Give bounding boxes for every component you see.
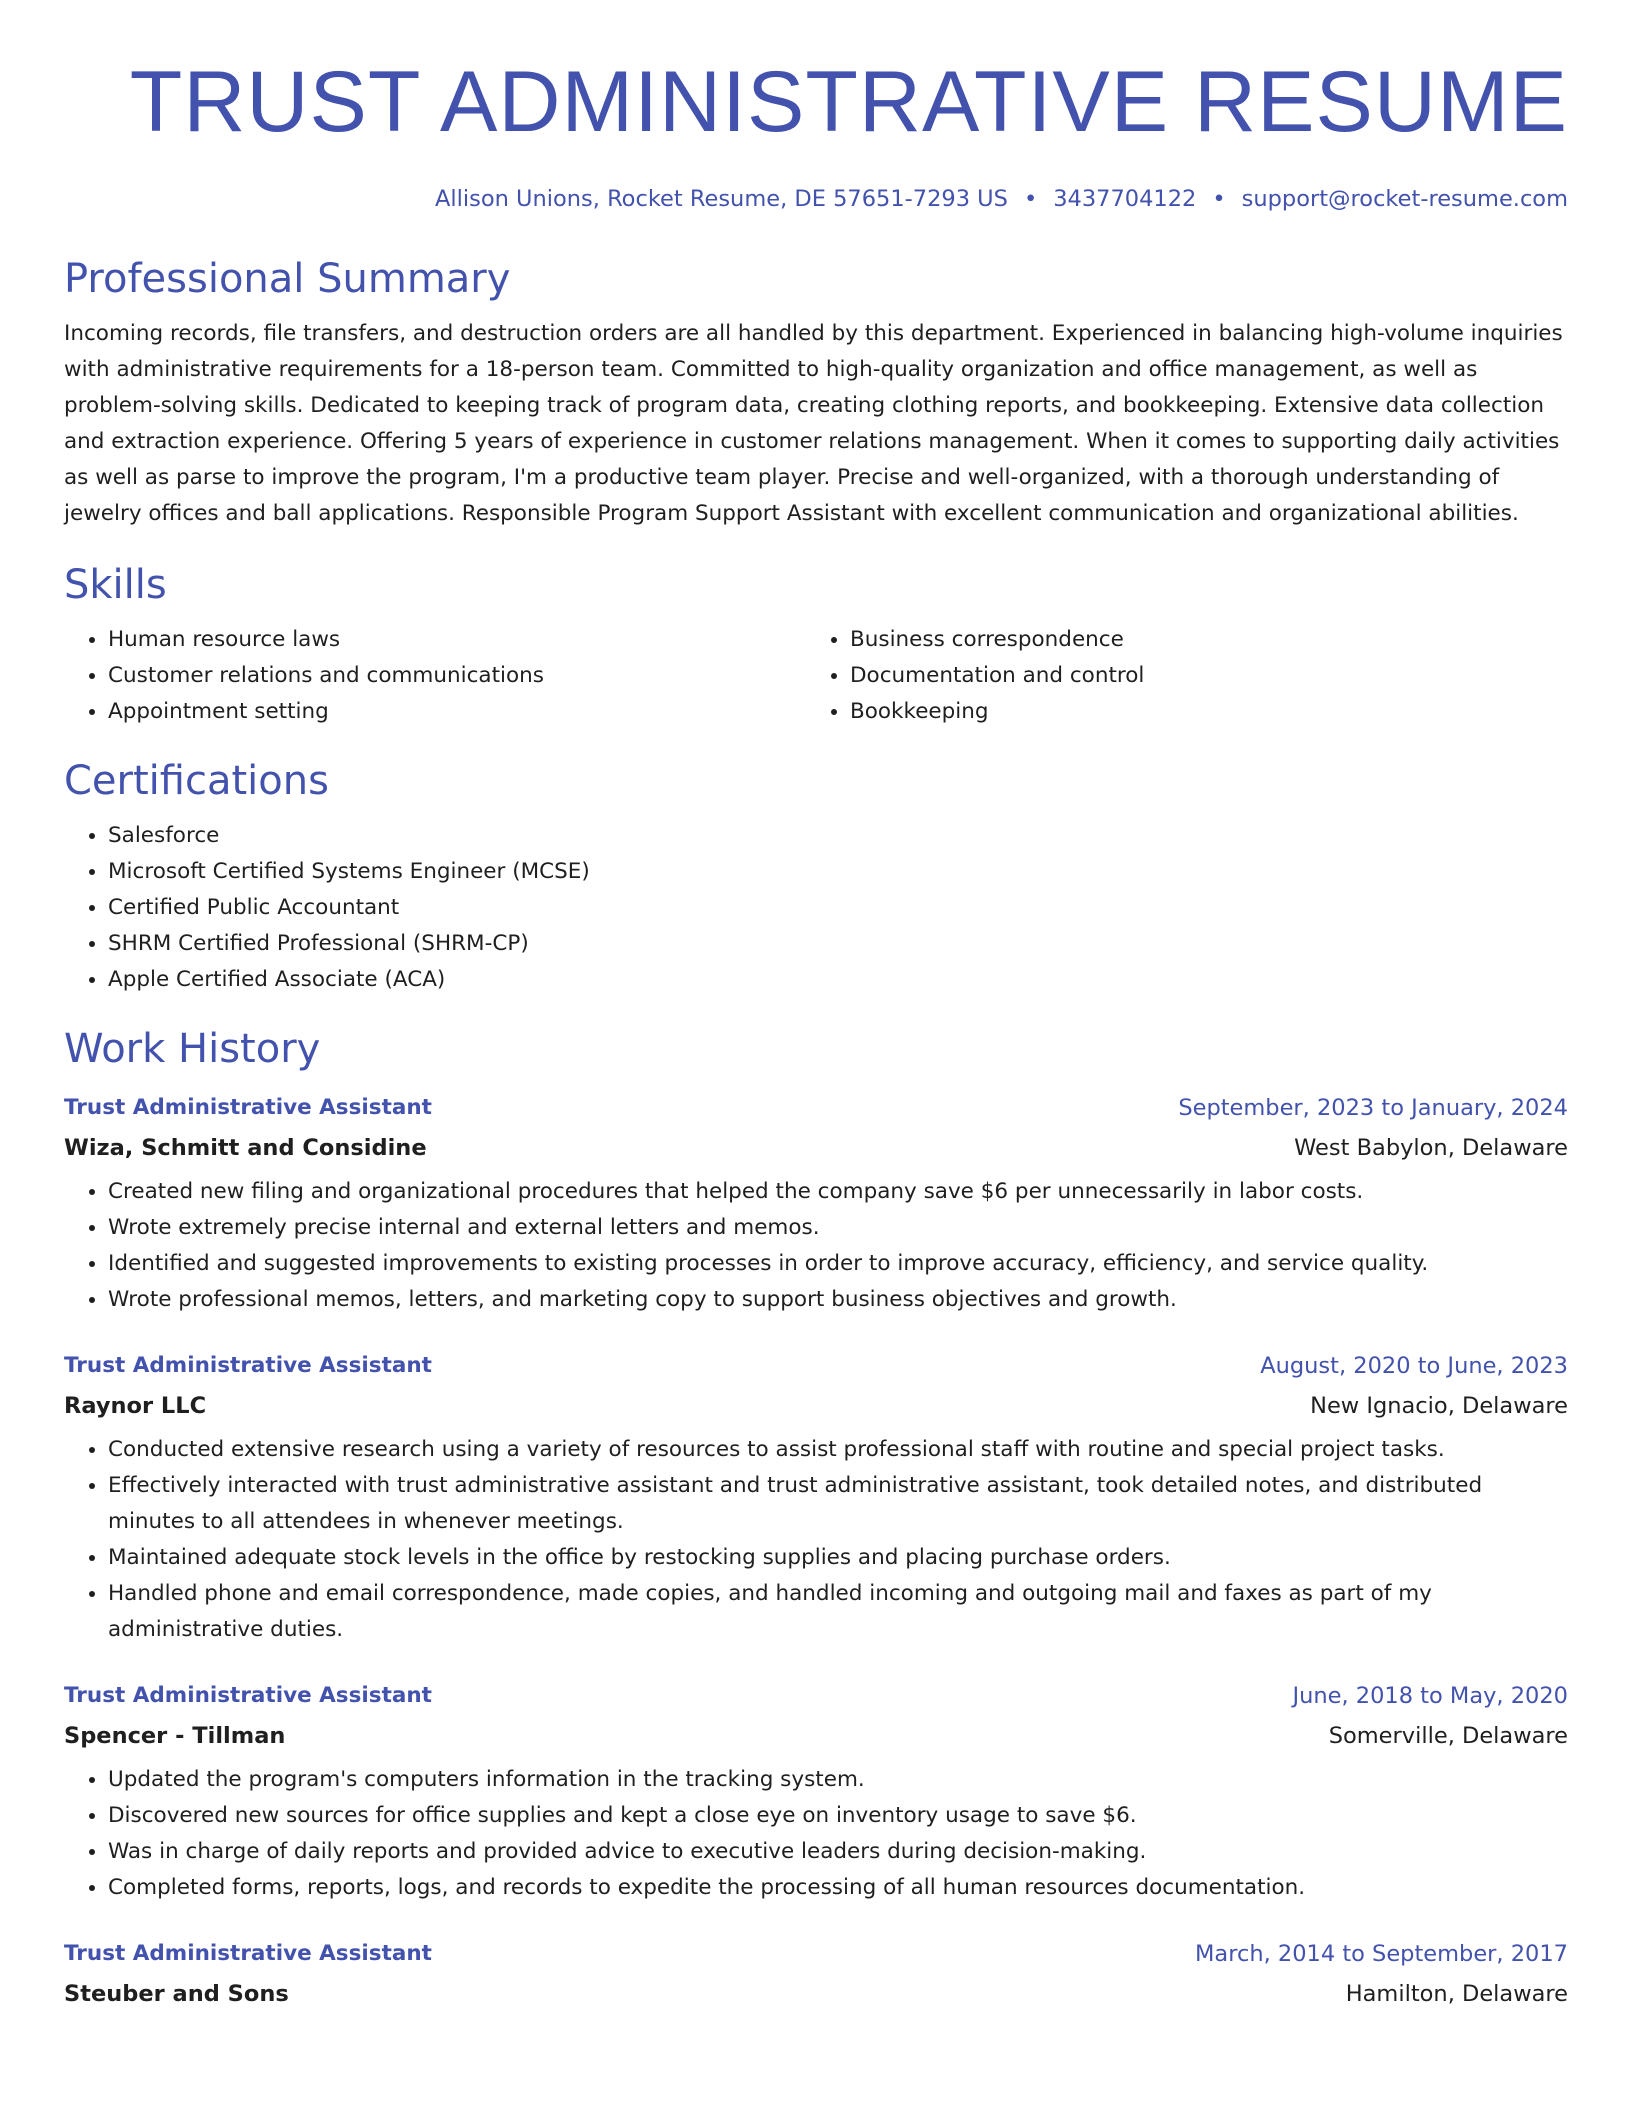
job-bullet: • Discovered new sources for office supplies and kept a close eye on inventory usage to save $6. bbox=[108, 1798, 1568, 1834]
certification-item: • SHRM Certified Professional (SHRM-CP) bbox=[108, 926, 1568, 962]
contact-phone[interactable]: 3437704122 bbox=[1053, 186, 1197, 212]
job-entry bbox=[64, 1346, 1568, 1648]
job-bullets bbox=[64, 1762, 1568, 1906]
job-company-row bbox=[64, 1386, 1568, 1426]
certifications-list bbox=[64, 818, 1568, 998]
job-header-row bbox=[64, 1088, 1568, 1128]
job-bullet: • Completed forms, reports, logs, and records to expedite the processing of all human resources documentation. bbox=[108, 1870, 1568, 1906]
summary-section bbox=[64, 254, 1568, 532]
job-location: New Ignacio, Delaware bbox=[1310, 1393, 1568, 1419]
certifications-section bbox=[64, 756, 1568, 998]
job-role: Trust Administrative Assistant bbox=[64, 1683, 432, 1708]
work-history-section bbox=[64, 1024, 1568, 2014]
contact-address: Allison Unions, Rocket Resume, DE 57651-7293 US bbox=[434, 186, 1008, 212]
job-bullets bbox=[64, 1174, 1568, 1318]
job-location: Somerville, Delaware bbox=[1328, 1723, 1568, 1749]
resume-title: TRUST ADMINISTRATIVE RESUME bbox=[129, 54, 1568, 150]
job-bullet: • Effectively interacted with trust administrative assistant and trust administrative assistant, took detailed notes, and distributed minutes to all attendees in whenever meetings. bbox=[108, 1468, 1568, 1540]
contact-separator: • bbox=[1212, 186, 1226, 212]
skill-item: • Documentation and control bbox=[850, 658, 1548, 694]
contact-email[interactable]: support@rocket-resume.com bbox=[1241, 186, 1568, 212]
job-company: Spencer - Tillman bbox=[64, 1723, 286, 1749]
skills-section bbox=[64, 560, 1568, 730]
certification-item: • Apple Certified Associate (ACA) bbox=[108, 962, 1568, 998]
resume-page bbox=[64, 0, 1568, 2014]
job-bullets bbox=[64, 1432, 1568, 1648]
job-role: Trust Administrative Assistant bbox=[64, 1095, 432, 1120]
job-bullet: • Created new filing and organizational procedures that helped the company save $6 per unnecessarily in labor costs. bbox=[108, 1174, 1568, 1210]
skill-item: • Bookkeeping bbox=[850, 694, 1548, 730]
skills-grid bbox=[64, 622, 1568, 730]
work-history-heading: Work History bbox=[64, 1026, 321, 1072]
contact-line bbox=[64, 184, 1568, 214]
job-bullet: • Wrote extremely precise internal and external letters and memos. bbox=[108, 1210, 1568, 1246]
skills-heading: Skills bbox=[64, 562, 167, 608]
job-role: Trust Administrative Assistant bbox=[64, 1941, 432, 1966]
job-company-row bbox=[64, 1974, 1568, 2014]
job-role: Trust Administrative Assistant bbox=[64, 1353, 432, 1378]
job-bullet: • Was in charge of daily reports and provided advice to executive leaders during decision-making. bbox=[108, 1834, 1568, 1870]
contact-separator: • bbox=[1023, 186, 1038, 212]
job-dates: September, 2023 to January, 2024 bbox=[1178, 1095, 1568, 1121]
job-company-row bbox=[64, 1128, 1568, 1168]
job-location: West Babylon, Delaware bbox=[1294, 1135, 1568, 1161]
job-location: Hamilton, Delaware bbox=[1345, 1981, 1568, 2007]
certifications-heading: Certifications bbox=[64, 758, 329, 804]
job-header-row bbox=[64, 1934, 1568, 1974]
summary-heading: Professional Summary bbox=[64, 256, 511, 302]
certification-item: • Certified Public Accountant bbox=[108, 890, 1568, 926]
job-entry bbox=[64, 1934, 1568, 2014]
skill-item: • Customer relations and communications bbox=[108, 658, 806, 694]
job-company-row bbox=[64, 1716, 1568, 1756]
job-header-row bbox=[64, 1676, 1568, 1716]
job-dates: June, 2018 to May, 2020 bbox=[1292, 1683, 1568, 1709]
job-bullet: • Maintained adequate stock levels in the office by restocking supplies and placing purchase orders. bbox=[108, 1540, 1568, 1576]
job-bullet: • Wrote professional memos, letters, and marketing copy to support business objectives and growth. bbox=[108, 1282, 1568, 1318]
job-entry bbox=[64, 1676, 1568, 1906]
job-bullet: • Identified and suggested improvements to existing processes in order to improve accuracy, efficiency, and service quality. bbox=[108, 1246, 1568, 1282]
skill-item: • Business correspondence bbox=[850, 622, 1548, 658]
job-header-row bbox=[64, 1346, 1568, 1386]
job-bullet: • Updated the program's computers information in the tracking system. bbox=[108, 1762, 1568, 1798]
certification-item: • Salesforce bbox=[108, 818, 1568, 854]
job-entry bbox=[64, 1088, 1568, 1318]
job-company: Steuber and Sons bbox=[64, 1981, 289, 2007]
skills-column-right bbox=[806, 622, 1548, 730]
job-company: Wiza, Schmitt and Considine bbox=[64, 1135, 427, 1161]
skill-item: • Human resource laws bbox=[108, 622, 806, 658]
skills-column-left bbox=[64, 622, 806, 730]
job-bullet: • Handled phone and email correspondence, made copies, and handled incoming and outgoing mail and faxes as part of my administrative duties. bbox=[108, 1576, 1568, 1648]
certification-item: • Microsoft Certified Systems Engineer (MCSE) bbox=[108, 854, 1568, 890]
summary-text: Incoming records, file transfers, and destruction orders are all handled by this department. Experienced in balancing high-volume inquiries with administrative requirements for a 18-person team. Committed to high-quality organization and office management, as well as problem-solving skills. Dedicated to keeping track of program data, creating clothing reports, and bookkeeping. Extensive data collection and extraction experience. Offering 5 years of experience in customer relations management. When it comes to supporting daily activities as well as parse to improve the program, I'm a productive team player. Precise and well-organized, with a thorough understanding of jewelry offices and ball applications. Responsible Program Support Assistant with excellent communication and organizational abilities. bbox=[64, 321, 1563, 526]
job-bullet: • Conducted extensive research using a variety of resources to assist professional staff with routine and special project tasks. bbox=[108, 1432, 1568, 1468]
job-company: Raynor LLC bbox=[64, 1393, 207, 1419]
job-dates: March, 2014 to September, 2017 bbox=[1195, 1941, 1568, 1967]
job-dates: August, 2020 to June, 2023 bbox=[1260, 1353, 1568, 1379]
skill-item: • Appointment setting bbox=[108, 694, 806, 730]
